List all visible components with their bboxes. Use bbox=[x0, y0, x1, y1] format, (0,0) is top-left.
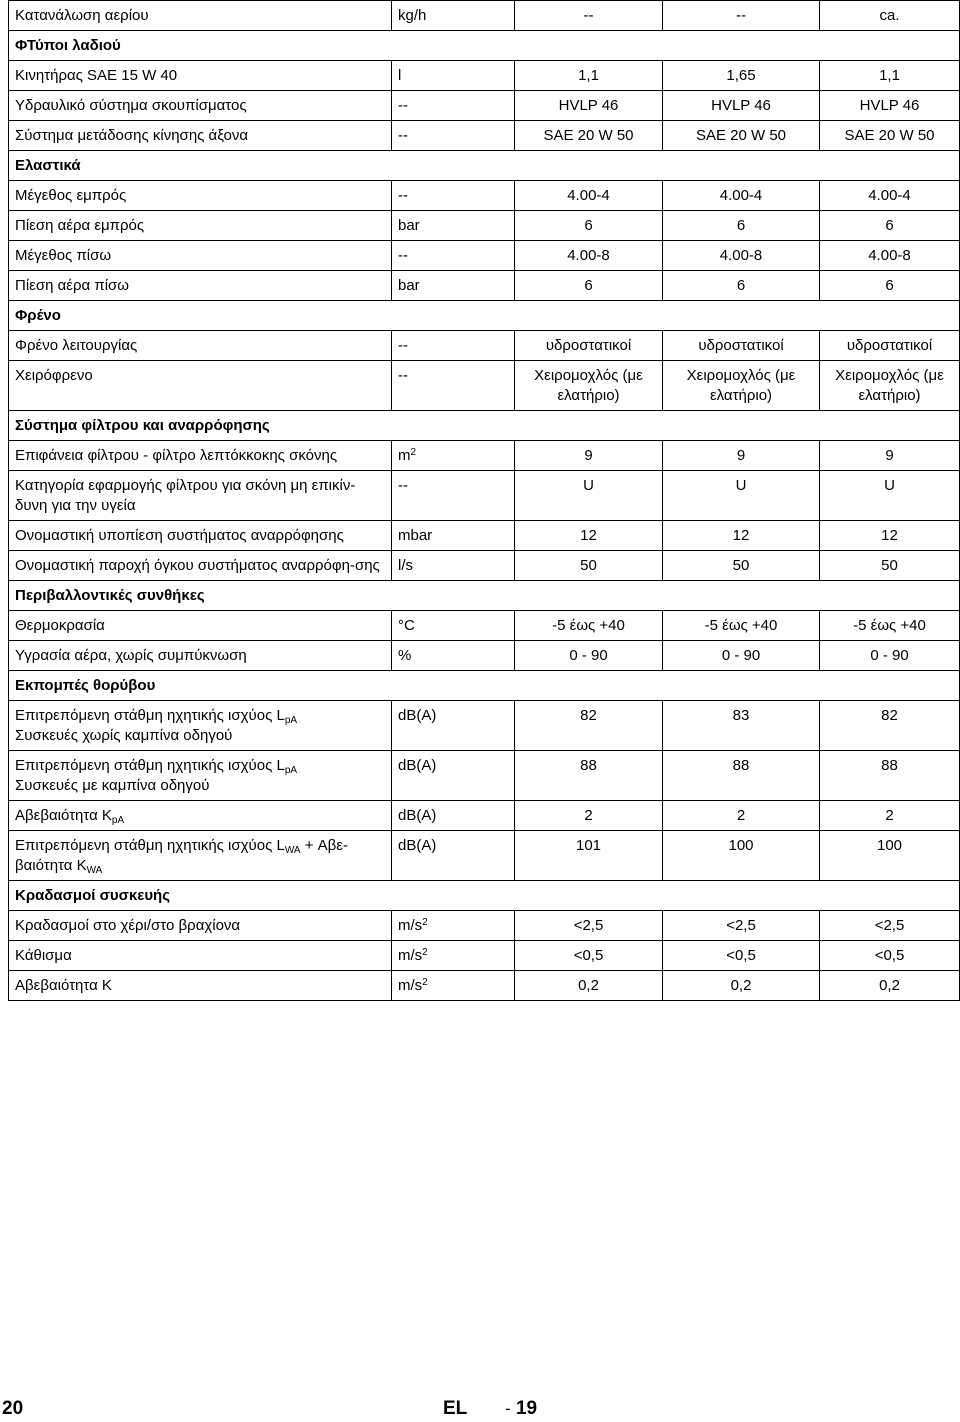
spec-value-model-3: SAE 20 W 50 bbox=[820, 121, 960, 151]
spec-unit-text: dB(A) bbox=[398, 837, 437, 854]
spec-name-text: Φρένο λειτουργίας bbox=[15, 337, 138, 354]
spec-name bbox=[9, 971, 392, 1001]
spec-name-text: Θερμοκρασία bbox=[15, 617, 105, 634]
spec-name bbox=[9, 331, 392, 361]
spec-unit-text: -- bbox=[398, 187, 408, 204]
spec-table bbox=[8, 0, 960, 1001]
spec-unit bbox=[392, 521, 515, 551]
spec-value-model-1: 50 bbox=[515, 551, 663, 581]
spec-value-model-3: -5 έως +40 bbox=[820, 611, 960, 641]
spec-name-subscript: pA bbox=[284, 715, 298, 726]
spec-unit-text: bar bbox=[398, 217, 420, 234]
spec-value-model-2: υδροστατικοί bbox=[663, 331, 820, 361]
spec-value-model-3: 88 bbox=[820, 751, 960, 801]
spec-value-model-1: υδροστατικοί bbox=[515, 331, 663, 361]
spec-name-text: Κατηγορία εφαρμογής φίλτρου για σκόνη μη επικίν-δυνη για την υγεία bbox=[15, 477, 356, 514]
spec-name-text: Κινητήρας SAE 15 W 40 bbox=[15, 67, 178, 84]
spec-name bbox=[9, 911, 392, 941]
spec-value-model-2: U bbox=[663, 471, 820, 521]
spec-unit bbox=[392, 91, 515, 121]
spec-name bbox=[9, 91, 392, 121]
spec-value-model-1: 1,1 bbox=[515, 61, 663, 91]
spec-value-model-1: 2 bbox=[515, 801, 663, 831]
spec-name bbox=[9, 471, 392, 521]
spec-unit bbox=[392, 181, 515, 211]
table-row bbox=[9, 61, 960, 91]
table-row bbox=[9, 751, 960, 801]
language-code: EL bbox=[443, 1398, 468, 1419]
section-row bbox=[9, 301, 960, 331]
doc-number-value: 19 bbox=[515, 1398, 538, 1419]
spec-unit-text: -- bbox=[398, 367, 408, 384]
spec-value-model-3: 4.00-4 bbox=[820, 181, 960, 211]
spec-value-model-2: 0,2 bbox=[663, 971, 820, 1001]
table-row bbox=[9, 271, 960, 301]
spec-value-model-1: 0,2 bbox=[515, 971, 663, 1001]
spec-value-model-2: 9 bbox=[663, 441, 820, 471]
table-row bbox=[9, 641, 960, 671]
table-row bbox=[9, 911, 960, 941]
spec-name bbox=[9, 801, 392, 831]
spec-value-model-1: 0 - 90 bbox=[515, 641, 663, 671]
table-row bbox=[9, 831, 960, 881]
table-row bbox=[9, 241, 960, 271]
spec-unit-superscript: 2 bbox=[422, 917, 428, 928]
spec-unit-text: m bbox=[398, 447, 411, 464]
spec-unit bbox=[392, 801, 515, 831]
spec-value-model-3: <2,5 bbox=[820, 911, 960, 941]
spec-unit-text: °C bbox=[398, 617, 415, 634]
table-row bbox=[9, 91, 960, 121]
spec-value-model-1: 101 bbox=[515, 831, 663, 881]
spec-unit bbox=[392, 941, 515, 971]
spec-name-text: Αβεβαιότητα K bbox=[15, 977, 112, 994]
section-row bbox=[9, 581, 960, 611]
spec-value-model-3: 50 bbox=[820, 551, 960, 581]
spec-unit-text: -- bbox=[398, 337, 408, 354]
spec-value-model-2: 4.00-8 bbox=[663, 241, 820, 271]
spec-value-model-2: <0,5 bbox=[663, 941, 820, 971]
spec-name-tail: + Αβε-βαιότητα K bbox=[15, 837, 348, 874]
spec-name bbox=[9, 701, 392, 751]
spec-value-model-1: 9 bbox=[515, 441, 663, 471]
spec-unit-text: dB(A) bbox=[398, 707, 437, 724]
spec-name bbox=[9, 121, 392, 151]
spec-unit bbox=[392, 471, 515, 521]
spec-unit bbox=[392, 611, 515, 641]
spec-unit-text: mbar bbox=[398, 527, 433, 544]
spec-value-model-1: 4.00-8 bbox=[515, 241, 663, 271]
spec-value-model-2: 4.00-4 bbox=[663, 181, 820, 211]
spec-unit-superscript: 2 bbox=[410, 447, 417, 458]
spec-value-model-3: U bbox=[820, 471, 960, 521]
spec-unit-text: l bbox=[398, 67, 402, 84]
spec-name bbox=[9, 241, 392, 271]
spec-value-model-3: 6 bbox=[820, 271, 960, 301]
spec-value-model-2: 12 bbox=[663, 521, 820, 551]
spec-name-subscript: pA bbox=[284, 765, 298, 776]
table-row bbox=[9, 971, 960, 1001]
spec-unit-text: l/s bbox=[398, 557, 413, 574]
spec-value-model-1: U bbox=[515, 471, 663, 521]
spec-value-model-2: 1,65 bbox=[663, 61, 820, 91]
spec-value-model-1: 12 bbox=[515, 521, 663, 551]
spec-unit-text: kg/h bbox=[398, 7, 427, 24]
spec-value-model-3: 12 bbox=[820, 521, 960, 551]
spec-name bbox=[9, 551, 392, 581]
spec-unit bbox=[392, 61, 515, 91]
spec-unit bbox=[392, 121, 515, 151]
spec-name bbox=[9, 211, 392, 241]
section-title: Περιβαλλοντικές συνθήκες bbox=[9, 581, 960, 611]
section-row bbox=[9, 671, 960, 701]
spec-value-model-1: 88 bbox=[515, 751, 663, 801]
spec-name-text: Μέγεθος πίσω bbox=[15, 247, 112, 264]
spec-value-model-2: 100 bbox=[663, 831, 820, 881]
spec-unit-superscript: 2 bbox=[422, 947, 428, 958]
spec-name-text: Κραδασμοί στο χέρι/στο βραχίονα bbox=[15, 917, 241, 934]
spec-value-model-2: 83 bbox=[663, 701, 820, 751]
spec-value-model-2: 88 bbox=[663, 751, 820, 801]
spec-unit-superscript: 2 bbox=[422, 977, 428, 988]
spec-value-model-1: 6 bbox=[515, 271, 663, 301]
spec-unit bbox=[392, 831, 515, 881]
spec-name-subscript: WA bbox=[284, 845, 301, 856]
spec-name-text: Ονομαστική υποπίεση συστήματος αναρρόφησης bbox=[15, 527, 344, 544]
spec-value-model-3: 82 bbox=[820, 701, 960, 751]
spec-unit-text: -- bbox=[398, 97, 408, 114]
spec-unit bbox=[392, 971, 515, 1001]
spec-name-text: Επιτρεπόμενη στάθμη ηχητικής ισχύος L bbox=[15, 837, 285, 854]
section-title: Φρένο bbox=[9, 301, 960, 331]
spec-value-model-1: 4.00-4 bbox=[515, 181, 663, 211]
spec-unit-text: -- bbox=[398, 477, 408, 494]
spec-value-model-1: -5 έως +40 bbox=[515, 611, 663, 641]
spec-value-model-2: 0 - 90 bbox=[663, 641, 820, 671]
spec-value-model-1: <0,5 bbox=[515, 941, 663, 971]
spec-name-text: Μέγεθος εμπρός bbox=[15, 187, 127, 204]
spec-value-model-2: -5 έως +40 bbox=[663, 611, 820, 641]
spec-unit bbox=[392, 641, 515, 671]
spec-name-text: Επιτρεπόμενη στάθμη ηχητικής ισχύος L bbox=[15, 707, 285, 724]
spec-unit bbox=[392, 361, 515, 411]
section-row bbox=[9, 411, 960, 441]
spec-name-text: Υγρασία αέρα, χωρίς συμπύκνωση bbox=[15, 647, 247, 664]
spec-value-model-2: Χειρομοχλός (με ελατήριο) bbox=[663, 361, 820, 411]
spec-value-model-2: 50 bbox=[663, 551, 820, 581]
spec-name-text: Χειρόφρενο bbox=[15, 367, 93, 384]
table-row bbox=[9, 701, 960, 751]
spec-value-model-3: 6 bbox=[820, 211, 960, 241]
spec-value-model-2: SAE 20 W 50 bbox=[663, 121, 820, 151]
spec-unit bbox=[392, 211, 515, 241]
table-row bbox=[9, 211, 960, 241]
spec-name-text: Επιφάνεια φίλτρου - φίλτρο λεπτόκκοκης σκόνης bbox=[15, 447, 338, 464]
spec-name-text: Υδραυλικό σύστημα σκουπίσματος bbox=[15, 97, 247, 114]
spec-name-text: Πίεση αέρα πίσω bbox=[15, 277, 130, 294]
spec-table-body bbox=[9, 1, 960, 1001]
spec-value-model-1: SAE 20 W 50 bbox=[515, 121, 663, 151]
page-footer bbox=[0, 1398, 960, 1422]
spec-name bbox=[9, 361, 392, 411]
table-row bbox=[9, 471, 960, 521]
spec-unit bbox=[392, 1, 515, 31]
section-row bbox=[9, 151, 960, 181]
spec-value-model-2: 2 bbox=[663, 801, 820, 831]
spec-name bbox=[9, 521, 392, 551]
spec-name bbox=[9, 441, 392, 471]
spec-name bbox=[9, 611, 392, 641]
spec-value-model-3: 9 bbox=[820, 441, 960, 471]
spec-name-text: Κάθισμα bbox=[15, 947, 72, 964]
table-row bbox=[9, 611, 960, 641]
spec-value-model-2: 6 bbox=[663, 271, 820, 301]
spec-value-model-2: <2,5 bbox=[663, 911, 820, 941]
spec-value-model-1: HVLP 46 bbox=[515, 91, 663, 121]
spec-unit bbox=[392, 701, 515, 751]
spec-value-model-1: -- bbox=[515, 1, 663, 31]
section-title: ΦΤύποι λαδιού bbox=[9, 31, 960, 61]
table-row bbox=[9, 181, 960, 211]
spec-value-model-1: <2,5 bbox=[515, 911, 663, 941]
spec-value-model-3: HVLP 46 bbox=[820, 91, 960, 121]
spec-name bbox=[9, 941, 392, 971]
section-title: Κραδασμοί συσκευής bbox=[9, 881, 960, 911]
spec-name-text: Αβεβαιότητα K bbox=[15, 807, 112, 824]
table-row bbox=[9, 1, 960, 31]
spec-unit-text: -- bbox=[398, 127, 408, 144]
spec-unit-text: m/s bbox=[398, 977, 423, 994]
spec-name-text: Σύστημα μετάδοσης κίνησης άξονα bbox=[15, 127, 249, 144]
spec-name-text: Πίεση αέρα εμπρός bbox=[15, 217, 145, 234]
spec-value-model-3: υδροστατικοί bbox=[820, 331, 960, 361]
spec-value-model-2: HVLP 46 bbox=[663, 91, 820, 121]
spec-value-model-1: 6 bbox=[515, 211, 663, 241]
spec-unit bbox=[392, 441, 515, 471]
spec-value-model-3: 0,2 bbox=[820, 971, 960, 1001]
section-row bbox=[9, 881, 960, 911]
section-title: Σύστημα φίλτρου και αναρρόφησης bbox=[9, 411, 960, 441]
table-row bbox=[9, 121, 960, 151]
spec-unit bbox=[392, 751, 515, 801]
spec-name-subscript: pA bbox=[111, 815, 125, 826]
table-row bbox=[9, 441, 960, 471]
spec-unit-text: -- bbox=[398, 247, 408, 264]
spec-unit-text: dB(A) bbox=[398, 757, 437, 774]
spec-unit bbox=[392, 241, 515, 271]
spec-name-line2: Συσκευές χωρίς καμπίνα οδηγού bbox=[15, 727, 233, 744]
spec-value-model-3: 1,1 bbox=[820, 61, 960, 91]
table-row bbox=[9, 361, 960, 411]
spec-value-model-3: Χειρομοχλός (με ελατήριο) bbox=[820, 361, 960, 411]
spec-name bbox=[9, 641, 392, 671]
spec-name bbox=[9, 61, 392, 91]
spec-unit-text: m/s bbox=[398, 947, 423, 964]
spec-unit-text: m/s bbox=[398, 917, 423, 934]
doc-prefix: - bbox=[505, 1399, 511, 1418]
spec-value-model-3: <0,5 bbox=[820, 941, 960, 971]
section-title: Ελαστικά bbox=[9, 151, 960, 181]
spec-name bbox=[9, 1, 392, 31]
section-title: Εκπομπές θορύβου bbox=[9, 671, 960, 701]
spec-unit bbox=[392, 331, 515, 361]
spec-unit bbox=[392, 271, 515, 301]
spec-name bbox=[9, 181, 392, 211]
spec-value-model-3: 2 bbox=[820, 801, 960, 831]
spec-name-text: Επιτρεπόμενη στάθμη ηχητικής ισχύος L bbox=[15, 757, 285, 774]
table-row bbox=[9, 521, 960, 551]
spec-value-model-3: 4.00-8 bbox=[820, 241, 960, 271]
spec-value-model-1: Χειρομοχλός (με ελατήριο) bbox=[515, 361, 663, 411]
table-row bbox=[9, 551, 960, 581]
spec-unit-text: bar bbox=[398, 277, 420, 294]
spec-value-model-3: 0 - 90 bbox=[820, 641, 960, 671]
section-row bbox=[9, 31, 960, 61]
doc-number bbox=[505, 1398, 537, 1420]
spec-unit bbox=[392, 911, 515, 941]
table-row bbox=[9, 941, 960, 971]
spec-name-text: Κατανάλωση αερίου bbox=[15, 7, 149, 24]
spec-unit-text: dB(A) bbox=[398, 807, 437, 824]
spec-name-line2: Συσκευές με καμπίνα οδηγού bbox=[15, 777, 210, 794]
spec-value-model-1: 82 bbox=[515, 701, 663, 751]
spec-name bbox=[9, 831, 392, 881]
table-row bbox=[9, 331, 960, 361]
spec-name bbox=[9, 751, 392, 801]
spec-value-model-2: 6 bbox=[663, 211, 820, 241]
spec-value-model-2: -- bbox=[663, 1, 820, 31]
spec-unit bbox=[392, 551, 515, 581]
spec-value-model-3: 100 bbox=[820, 831, 960, 881]
spec-name-text: Ονομαστική παροχή όγκου συστήματος αναρρόφη-σης bbox=[15, 557, 380, 574]
spec-value-model-3: ca. bbox=[820, 1, 960, 31]
spec-name-tail-subscript: WA bbox=[86, 865, 103, 876]
table-row bbox=[9, 801, 960, 831]
page-number: 20 bbox=[2, 1398, 24, 1419]
spec-unit-text: % bbox=[398, 647, 412, 664]
spec-name bbox=[9, 271, 392, 301]
